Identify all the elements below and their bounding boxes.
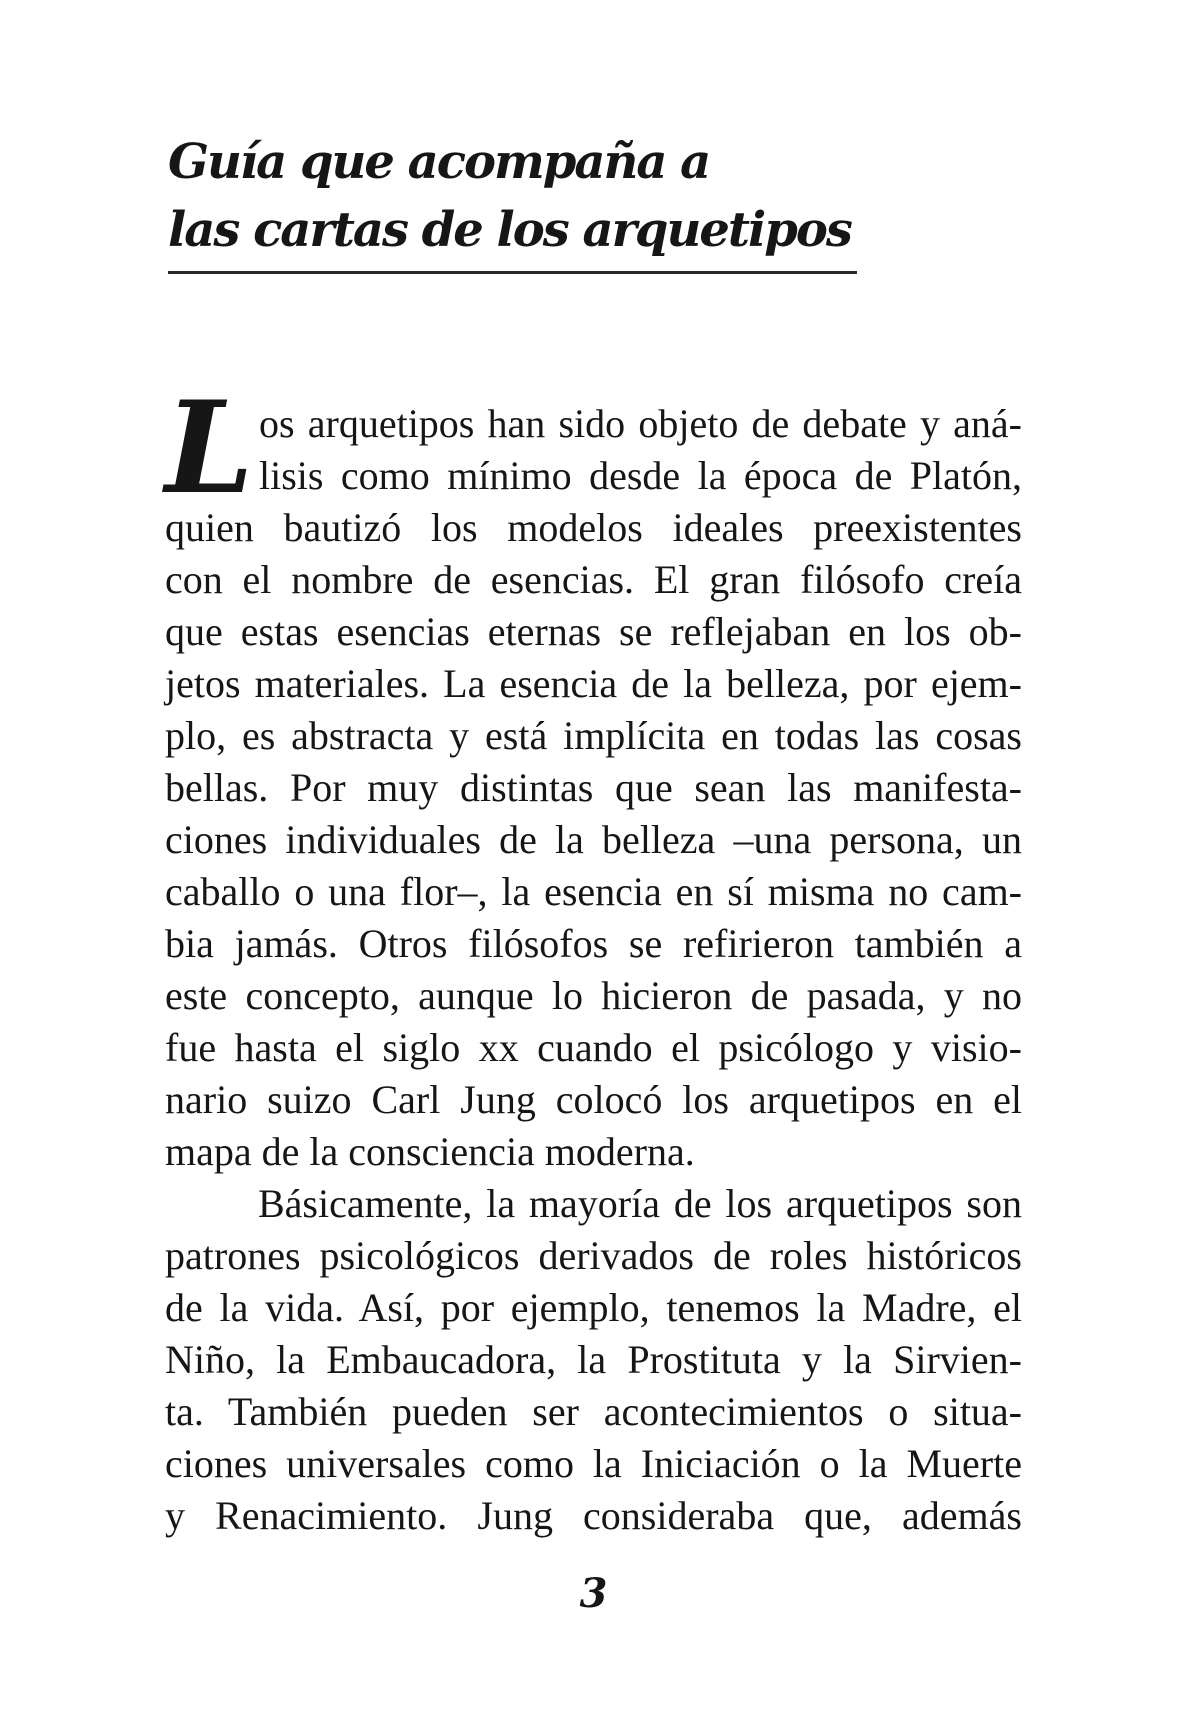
text-line: de la vida. Así, por ejemplo, tenemos la Madre, el bbox=[165, 1285, 1022, 1330]
text-line: mapa de la consciencia moderna. bbox=[165, 1129, 695, 1174]
text-line: os arquetipos han sido objeto de debate y aná- bbox=[259, 401, 1022, 446]
drop-cap bbox=[165, 374, 254, 522]
chapter-title-line2-wrap bbox=[168, 196, 857, 274]
text-line: nario suizo Carl Jung colocó los arquetipos en el bbox=[165, 1077, 1022, 1122]
chapter-title-line1: Guía que acompaña a bbox=[168, 134, 710, 190]
text-line: ciones individuales de la belleza –una persona, un bbox=[165, 817, 1022, 862]
chapter-title bbox=[168, 128, 857, 274]
text-line: bellas. Por muy distintas que sean las manifesta- bbox=[165, 765, 1022, 810]
text-line: Niño, la Embaucadora, la Prostituta y la Sirvien- bbox=[165, 1337, 1022, 1382]
text-line: ta. También pueden ser acontecimientos o situa- bbox=[165, 1389, 1022, 1434]
text-line: Básicamente, la mayoría de los arquetipos son bbox=[258, 1181, 1022, 1226]
text-line: lisis como mínimo desde la época de Platón, bbox=[259, 453, 1022, 498]
text-line: fue hasta el siglo xx cuando el psicólogo y visio- bbox=[165, 1025, 1022, 1070]
text-line: y Renacimiento. Jung consideraba que, además bbox=[165, 1493, 1022, 1538]
text-line: este concepto, aunque lo hicieron de pasada, y no bbox=[165, 973, 1022, 1018]
text-line: bia jamás. Otros filósofos se refirieron también a bbox=[165, 921, 1022, 966]
paragraph-1 bbox=[165, 374, 1022, 1178]
text-line: quien bautizó los modelos ideales preexistentes bbox=[165, 505, 1022, 550]
text-line: jetos materiales. La esencia de la belleza, por ejem- bbox=[165, 661, 1022, 706]
drop-cap-letter: L bbox=[165, 374, 254, 522]
paragraph-2 bbox=[165, 1178, 1022, 1542]
text-line: ciones universales como la Iniciación o la Muerte bbox=[165, 1441, 1022, 1486]
text-line: caballo o una flor–, la esencia en sí misma no cam- bbox=[165, 869, 1022, 914]
chapter-title-line2: las cartas de los arquetipos bbox=[168, 196, 857, 274]
text-line: con el nombre de esencias. El gran filósofo creía bbox=[165, 557, 1022, 602]
body-text bbox=[165, 374, 1022, 1542]
text-line: que estas esencias eternas se reflejaban en los ob- bbox=[165, 609, 1022, 654]
text-line: patrones psicológicos derivados de roles históricos bbox=[165, 1233, 1022, 1278]
page-number: 3 bbox=[579, 1570, 608, 1617]
text-line: plo, es abstracta y está implícita en todas las cosas bbox=[165, 713, 1022, 758]
